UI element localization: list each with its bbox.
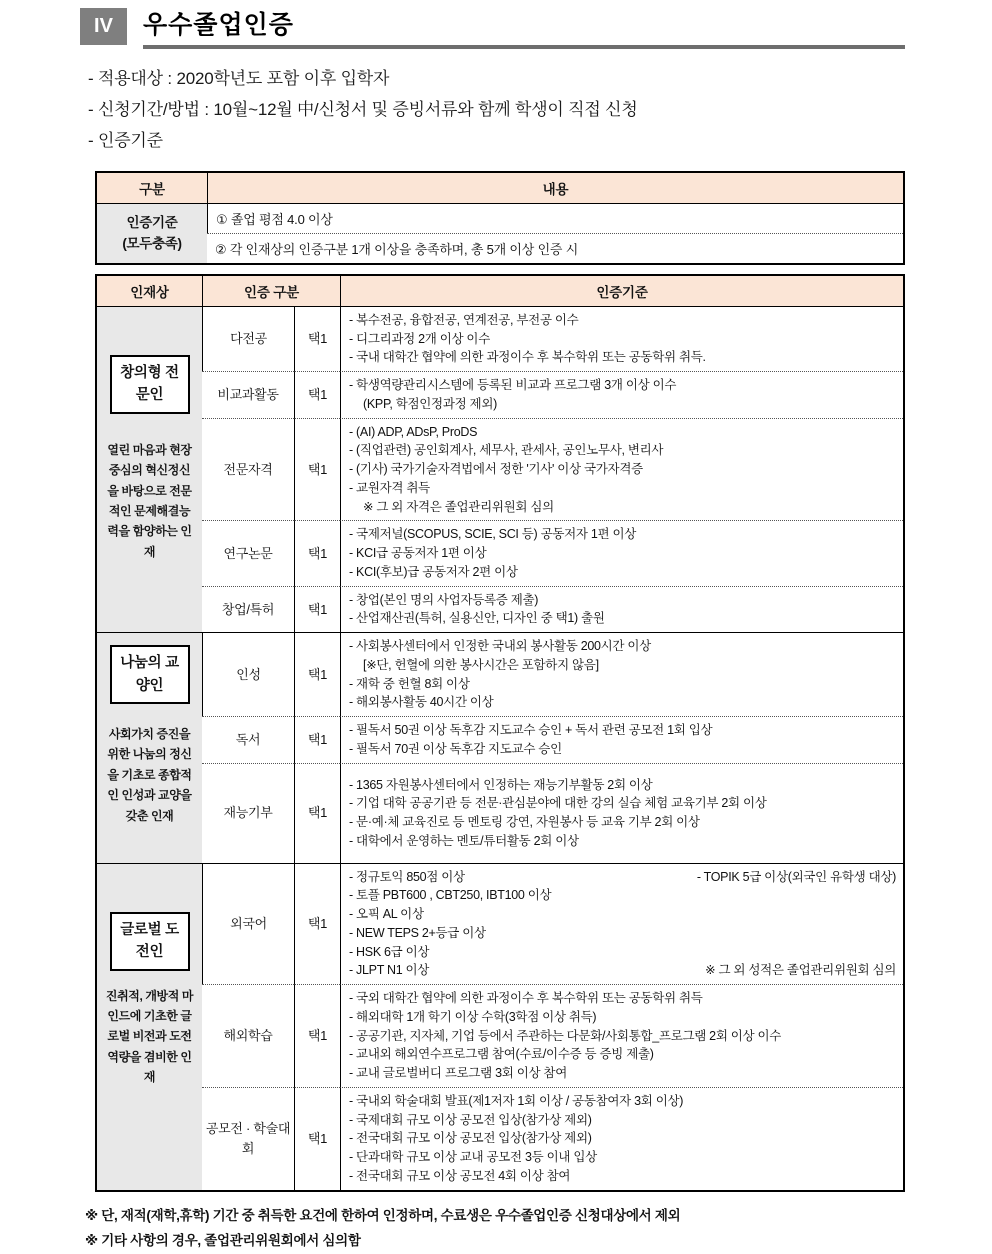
criteria-line <box>349 1027 899 1046</box>
table-row <box>97 984 903 1087</box>
criteria-line-text: - 교내외 해외연수프로그램 참여(수료/이수증 등 증빙 제출) <box>349 1047 654 1062</box>
criteria-line-text: - 대학에서 운영하는 멘토/튜터활동 2회 이상 <box>349 833 579 848</box>
criteria-line <box>349 961 899 980</box>
talent-profile-cell <box>97 307 202 632</box>
criteria-line <box>349 989 899 1008</box>
talent-title-box: 나눔의 교양인 <box>110 645 190 704</box>
criteria-line <box>349 943 899 962</box>
criteria-line <box>349 591 899 610</box>
select-one-cell: 택1 <box>294 586 340 633</box>
select-one-cell: 택1 <box>294 632 340 716</box>
footnote-list <box>85 1204 905 1254</box>
criteria-line <box>349 1064 899 1083</box>
criteria-line-text: - 필독서 70권 이상 독후감 지도교수 승인 <box>349 741 562 756</box>
criteria-line-text: - 교내 글로벌버디 프로그램 3회 이상 참여 <box>349 1066 567 1081</box>
criteria-line-text: - KCI(후보)급 공동저자 2편 이상 <box>349 564 518 579</box>
criteria-line <box>349 776 899 795</box>
criteria-cell <box>340 520 903 585</box>
select-one-cell: 택1 <box>294 371 340 418</box>
select-one-cell: 택1 <box>294 716 340 763</box>
criteria-label-cell <box>97 204 207 263</box>
criteria-line <box>349 675 899 694</box>
table-row <box>97 586 903 633</box>
criteria-content-cell: ① 졸업 평점 4.0 이상 <box>207 204 903 233</box>
criteria-line-text: [※단, 헌혈에 의한 봉사시간은 포함하지 않음] <box>363 657 599 672</box>
category-name-cell: 해외학습 <box>202 984 294 1087</box>
criteria-line-text: - (기사) 국가기술자격법에서 정한 '기사' 이상 국가자격증 <box>349 462 643 477</box>
criteria-label-line2: (모두충족) <box>122 236 182 252</box>
criteria-line <box>349 423 899 442</box>
criteria-line <box>349 740 899 759</box>
select-one-cell: 택1 <box>294 984 340 1087</box>
criteria-line-text: - JLPT N1 이상 <box>349 963 430 978</box>
criteria-cell <box>340 586 903 633</box>
criteria-line-text: - 학생역량관리시스템에 등록된 비교과 프로그램 3개 이상 이수 <box>349 378 677 393</box>
footnote: ※ 단, 재적(재학,휴학) 기간 중 취득한 요건에 한하여 인정하며, 수료생은 우수졸업인증 신청대상에서 제외 <box>85 1207 681 1223</box>
criteria-line-text: - (직업관련) 공인회계사, 세무사, 관세사, 공인노무사, 변리사 <box>349 443 664 458</box>
category-name-cell: 인성 <box>202 632 294 716</box>
category-name-cell: 연구논문 <box>202 520 294 585</box>
page-title: 우수졸업인증 <box>143 11 294 39</box>
criteria-line <box>349 348 899 367</box>
criteria-line-text: - 기업 대학 공공기관 등 전문·관심분야에 대한 강의 실습 체험 교육기부 2회 이상 <box>349 796 767 811</box>
table-row <box>97 520 903 585</box>
criteria-line <box>349 395 899 414</box>
talent-criteria-table <box>95 274 905 1192</box>
criteria-line <box>349 1111 899 1130</box>
criteria-line-text: - HSK 6급 이상 <box>349 944 430 959</box>
intro-bullet-list <box>88 63 905 157</box>
select-one-cell: 택1 <box>294 520 340 585</box>
criteria-cell <box>340 1087 903 1190</box>
criteria-cell <box>340 418 903 521</box>
criteria-line-text: ※ 그 외 자격은 졸업관리위원회 심의 <box>363 499 554 514</box>
criteria-line <box>349 721 899 740</box>
criteria-line-note: - TOPIK 5급 이상(외국인 유학생 대상) <box>696 869 896 884</box>
criteria-line-text: - NEW TEPS 2+등급 이상 <box>349 925 486 940</box>
intro-bullet: - 신청기간/방법 : 10월~12월 中/신청서 및 증빙서류와 함께 학생이 직접 신청 <box>88 99 638 119</box>
column-header-category: 인증 구분 <box>202 276 340 307</box>
criteria-line <box>349 832 899 851</box>
criteria-line-text: - 국외 대학간 협약에 의한 과정이수 후 복수학위 또는 공동학위 취득 <box>349 991 703 1006</box>
intro-bullet: - 인증기준 <box>88 131 163 151</box>
criteria-line <box>349 1008 899 1027</box>
talent-table-header-row <box>97 276 903 307</box>
criteria-line <box>349 1148 899 1167</box>
category-name-cell: 재능기부 <box>202 763 294 863</box>
criteria-table-header-row <box>97 173 903 204</box>
criteria-line <box>349 479 899 498</box>
criteria-line <box>349 656 899 675</box>
criteria-line <box>349 544 899 563</box>
criteria-cell <box>340 716 903 763</box>
criteria-line <box>349 924 899 943</box>
criteria-line-text: - (AI) ADP, ADsP, ProDS <box>349 424 478 439</box>
talent-description: 사회가치 증진을 위한 나눔의 정신을 기초로 종합적인 인성과 교양을 갖춘 인재 <box>107 727 192 823</box>
talent-profile-cell <box>97 863 202 1190</box>
table-row <box>97 763 903 863</box>
criteria-label-line1: 인증기준 <box>126 214 178 230</box>
criteria-line <box>349 905 899 924</box>
column-header-content: 내용 <box>207 173 903 204</box>
criteria-line-text: - 토플 PBT600 , CBT250, IBT100 이상 <box>349 888 552 903</box>
category-name-cell: 다전공 <box>202 307 294 371</box>
criteria-line-text: - 해외대학 1개 학기 이상 수학(3학점 이상 취득) <box>349 1009 597 1024</box>
footnote: ※ 기타 사항의 경우, 졸업관리위원회에서 심의함 <box>85 1232 361 1248</box>
criteria-line-text: - 교원자격 취득 <box>349 480 430 495</box>
criteria-line-text: - 국내외 학술대회 발표(제1저자 1회 이상 / 공동참여자 3회 이상) <box>349 1093 684 1108</box>
intro-bullet: - 적용대상 : 2020학년도 포함 이후 입학자 <box>88 68 390 88</box>
table-row <box>97 1087 903 1190</box>
criteria-line <box>349 693 899 712</box>
criteria-line <box>349 1129 899 1148</box>
criteria-line-text: - 국제저널(SCOPUS, SCIE, SCI 등) 공동저자 1편 이상 <box>349 527 637 542</box>
criteria-line-text: - 복수전공, 융합전공, 연계전공, 부전공 이수 <box>349 312 579 327</box>
talent-description: 진취적, 개방적 마인드에 기초한 글로벌 비전과 도전역량을 겸비한 인재 <box>105 988 194 1085</box>
criteria-line-text: - 국제대회 규모 이상 공모전 입상(참가상 제외) <box>349 1112 592 1127</box>
criteria-line-text: - KCI급 공동저자 1편 이상 <box>349 546 487 561</box>
criteria-line <box>349 311 899 330</box>
table-row <box>97 418 903 521</box>
criteria-line-text: - 1365 자원봉사센터에서 인정하는 재능기부활동 2회 이상 <box>349 777 653 792</box>
column-header-gubun: 구분 <box>97 173 207 204</box>
column-header-talent: 인재상 <box>97 276 202 307</box>
criteria-line <box>349 498 899 517</box>
criteria-line-text: - 디그리과정 2개 이상 이수 <box>349 331 490 346</box>
criteria-row <box>97 204 903 233</box>
table-row <box>97 371 903 418</box>
criteria-line <box>349 1092 899 1111</box>
table-row <box>97 307 903 371</box>
select-one-cell: 택1 <box>294 418 340 521</box>
criteria-line-text: - 산업재산권(특허, 실용신안, 디자인 중 택1) 출원 <box>349 611 605 626</box>
table-row <box>97 716 903 763</box>
criteria-line <box>349 868 899 887</box>
select-one-cell: 택1 <box>294 307 340 371</box>
criteria-line <box>349 1167 899 1186</box>
criteria-line-text: - 창업(본인 명의 사업자등록증 제출) <box>349 592 539 607</box>
category-name-cell: 공모전 · 학술대회 <box>202 1087 294 1190</box>
category-name-cell: 비교과활동 <box>202 371 294 418</box>
criteria-line <box>349 460 899 479</box>
criteria-line-text: - 문·예·체 교육진로 등 멘토링 강연, 자원봉사 등 교육 기부 2회 이상 <box>349 815 700 830</box>
table-row <box>97 632 903 716</box>
certification-criteria-table <box>95 171 905 265</box>
criteria-line-text: - 재학 중 헌혈 8회 이상 <box>349 676 470 691</box>
criteria-content-cell: ② 각 인재상의 인증구분 1개 이상을 충족하며, 총 5개 이상 인증 시 <box>207 233 903 263</box>
criteria-line-text: - 전국대회 규모 이상 공모전 입상(참가상 제외) <box>349 1131 592 1146</box>
criteria-line-note: ※ 그 외 성적은 졸업관리위원회 심의 <box>705 963 896 978</box>
criteria-line <box>349 376 899 395</box>
select-one-cell: 택1 <box>294 863 340 985</box>
criteria-cell <box>340 863 903 985</box>
category-name-cell: 창업/특허 <box>202 586 294 633</box>
criteria-line-text: - 사회봉사센터에서 인정한 국내외 봉사활동 200시간 이상 <box>349 639 651 654</box>
talent-title-box: 글로벌 도전인 <box>110 912 190 971</box>
criteria-cell <box>340 307 903 371</box>
criteria-line-text: - 필독서 50권 이상 독후감 지도교수 승인 + 독서 관련 공모전 1회 입상 <box>349 723 713 738</box>
category-name-cell: 전문자격 <box>202 418 294 521</box>
criteria-line <box>349 441 899 460</box>
column-header-criteria: 인증기준 <box>340 276 903 307</box>
select-one-cell: 택1 <box>294 1087 340 1190</box>
document-header <box>80 8 905 49</box>
criteria-cell <box>340 632 903 716</box>
criteria-cell <box>340 763 903 863</box>
title-block <box>143 8 905 49</box>
criteria-cell <box>340 984 903 1087</box>
title-underline <box>143 45 905 49</box>
select-one-cell: 택1 <box>294 763 340 863</box>
category-name-cell: 독서 <box>202 716 294 763</box>
talent-title-box: 창의형 전문인 <box>110 355 190 414</box>
criteria-line <box>349 886 899 905</box>
talent-description: 열린 마음과 현장중심의 혁신정신을 바탕으로 전문적인 문제해결능력을 함양하는 인재 <box>107 442 192 559</box>
criteria-line <box>349 330 899 349</box>
criteria-line <box>349 525 899 544</box>
criteria-line-text: - 단과대학 규모 이상 교내 공모전 3등 이내 입상 <box>349 1150 597 1165</box>
criteria-line-text: - 해외봉사활동 40시간 이상 <box>349 695 494 710</box>
criteria-line-text: - 공공기관, 지자체, 기업 등에서 주관하는 다문화/사회통합_프로그램 2회 이상 이수 <box>349 1028 782 1043</box>
criteria-line-text: - 국내 대학간 협약에 의한 과정이수 후 복수학위 또는 공동학위 취득. <box>349 350 706 365</box>
criteria-line <box>349 637 899 656</box>
criteria-row <box>97 233 903 263</box>
criteria-line <box>349 813 899 832</box>
criteria-line <box>349 563 899 582</box>
section-number-badge: IV <box>80 8 127 45</box>
criteria-cell <box>340 371 903 418</box>
table-row <box>97 863 903 985</box>
criteria-line <box>349 609 899 628</box>
criteria-line-text: - 전국대회 규모 이상 공모전 4회 이상 참여 <box>349 1168 571 1183</box>
category-name-cell: 외국어 <box>202 863 294 985</box>
talent-profile-cell <box>97 632 202 863</box>
criteria-line-text: - 정규토익 850점 이상 <box>349 869 465 884</box>
criteria-line <box>349 1045 899 1064</box>
criteria-line-text: (KPP, 학점인정과정 제외) <box>363 396 497 411</box>
criteria-line <box>349 794 899 813</box>
criteria-line-text: - 오픽 AL 이상 <box>349 907 424 922</box>
